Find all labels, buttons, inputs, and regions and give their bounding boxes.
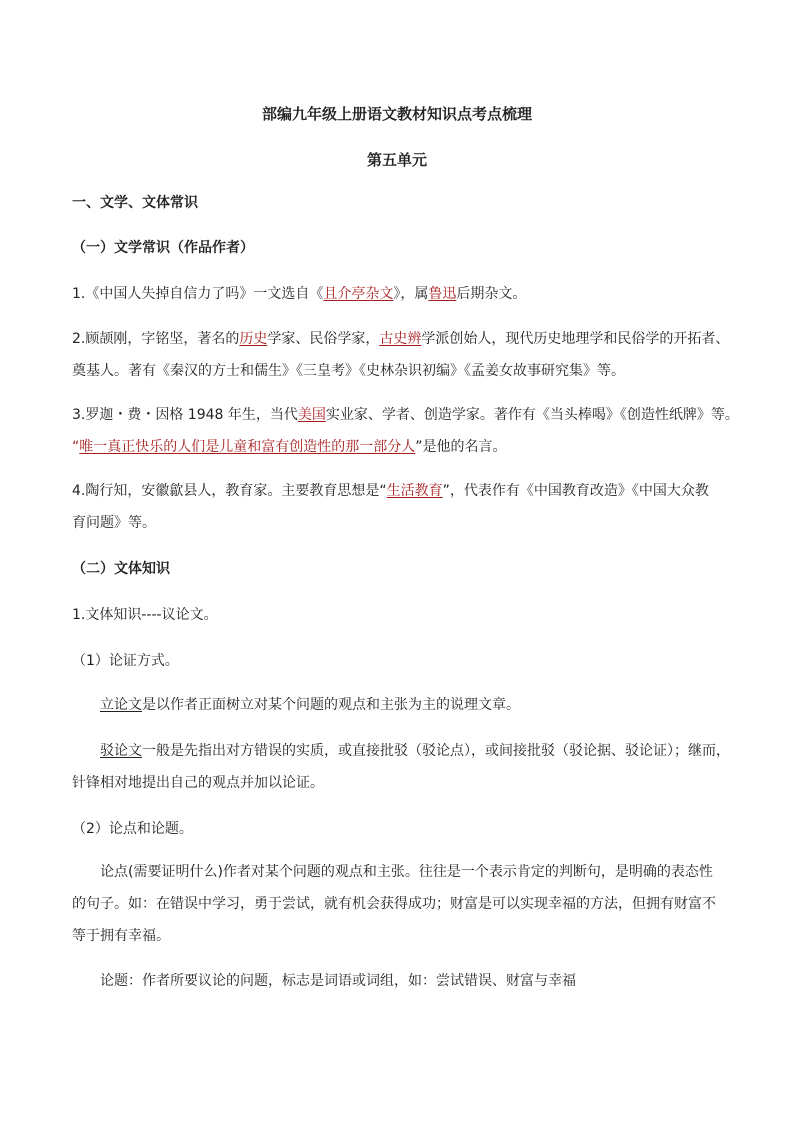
paragraph-topic: 论题：作者所要议论的问题，标志是词语或词组，如：尝试错误、财富与幸福 — [100, 973, 576, 989]
item-text: 学家、民俗学家， — [267, 331, 380, 347]
list-item-3-quote — [72, 437, 507, 457]
item-text: 4.陶行知，安徽歙县人，教育家。主要教育思想是“ — [72, 483, 387, 499]
point-heading-thesis-topic: （2）论点和论题。 — [72, 821, 193, 837]
subsection-heading-genre-knowledge: （二）文体知识 — [72, 561, 170, 577]
paragraph-thesis-line3: 等于拥有幸福。 — [72, 928, 170, 944]
list-item-2 — [72, 329, 729, 349]
paragraph-thesis-line2: 的句子。如：在错误中学习，勇于尝试，就有机会获得成功；财富是可以实现幸福的方法，但拥有财富不 — [72, 896, 716, 912]
item-text: ”，代表作有《中国教育改造》《中国大众教 — [442, 483, 709, 499]
item-text: 》，属 — [393, 286, 429, 302]
list-item-2-continued: 奠基人。著有《秦汉的方士和儒生》《三皇考》《史林杂识初编》《孟姜女故事研究集》等。 — [72, 363, 625, 379]
highlight-field: 历史 — [239, 331, 268, 347]
highlight-quote: 唯一真正快乐的人们是儿童和富有创造性的那一部分人 — [79, 439, 416, 455]
item-text: 实业家、学者、创造学家。著作有《当头棒喝》《创造性纸牌》等。 — [325, 407, 739, 423]
item-text: 3.罗迦・费・因格 1948 年生，当代 — [72, 407, 298, 423]
section-heading-literature: 一、文学、文体常识 — [72, 195, 198, 211]
quote-open: “ — [72, 439, 80, 455]
highlight-work-title: 且介亭杂文 — [323, 286, 394, 302]
subsection-heading-literary-knowledge: （一）文学常识（作品作者） — [72, 240, 254, 256]
paragraph-text: 是以作者正面树立对某个问题的观点和主张为主的说理文章。 — [142, 697, 520, 713]
paragraph-lilun — [100, 695, 520, 715]
highlight-author: 鲁迅 — [428, 286, 457, 302]
term-bolun: 驳论文 — [100, 743, 142, 759]
highlight-school: 古史辨 — [379, 331, 422, 347]
list-item-4 — [72, 481, 709, 501]
quote-close-text: ”是他的名言。 — [415, 439, 507, 455]
highlight-country: 美国 — [297, 407, 326, 423]
list-item-1 — [72, 284, 526, 304]
paragraph-text: 一般是先指出对方错误的实质，或直接批驳（驳论点），或间接批驳（驳论据、驳论证）；继而， — [142, 743, 730, 759]
document-title: 部编九年级上册语文教材知识点考点梳理 — [261, 105, 532, 123]
term-lilun: 立论文 — [100, 697, 142, 713]
item-text: 1.《中国人失掉自信力了吗》一文选自《 — [72, 286, 324, 302]
item-text: 后期杂文。 — [456, 286, 527, 302]
highlight-education-idea: 生活教育 — [386, 483, 443, 499]
genre-item-1: 1.文体知识----议论文。 — [72, 607, 218, 623]
paragraph-bolun — [100, 741, 730, 761]
list-item-3 — [72, 405, 739, 425]
paragraph-thesis-line1: 论点(需要证明什么)作者对某个问题的观点和主张。往往是一个表示肯定的判断句，是明确的表态性 — [100, 864, 713, 880]
paragraph-bolun-continued: 针锋相对地提出自己的观点并加以论证。 — [72, 775, 324, 791]
item-text: 学派创始人，现代历史地理学和民俗学的开拓者、 — [421, 331, 730, 347]
item-text: 2.顾颉刚，字铭坚，著名的 — [72, 331, 240, 347]
unit-title: 第五单元 — [366, 151, 427, 169]
point-heading-argument-methods: （1）论证方式。 — [72, 653, 179, 669]
list-item-4-continued: 育问题》等。 — [72, 515, 156, 531]
